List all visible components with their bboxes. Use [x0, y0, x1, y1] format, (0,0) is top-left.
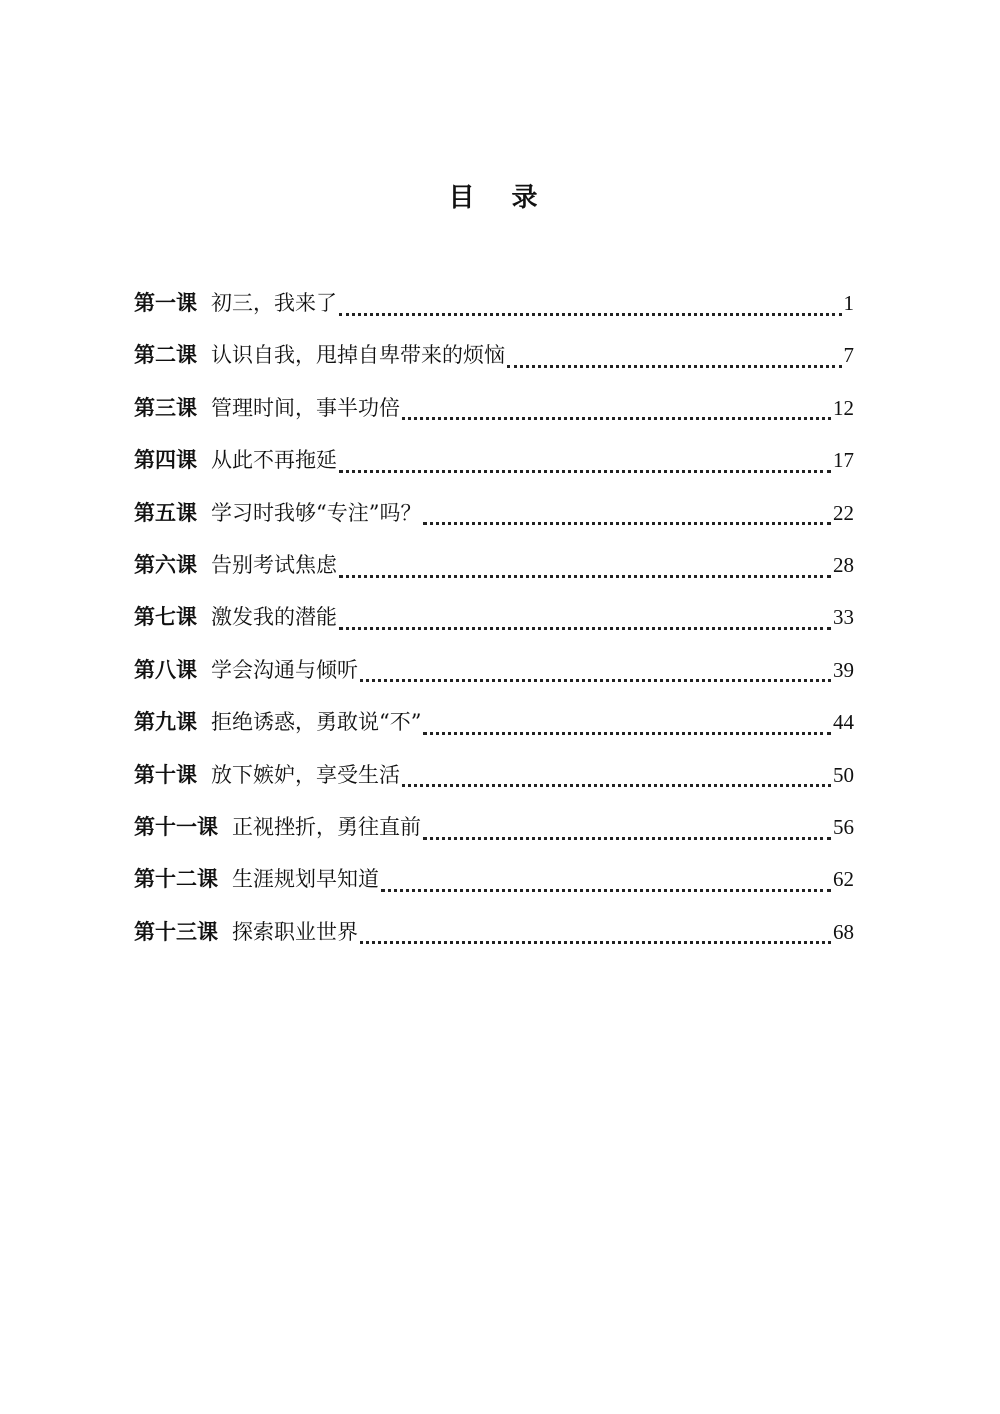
toc-entry[interactable]: [134, 649, 854, 701]
lesson-title: 生涯规划早知道: [232, 867, 379, 892]
lesson-number: 第二课: [134, 343, 197, 368]
lesson-title: 初三，我来了: [211, 291, 337, 315]
lesson-number: 第九课: [134, 710, 197, 735]
lesson-number: 第一课: [134, 291, 197, 315]
dot-leader: [507, 345, 842, 368]
page-number: 33: [833, 605, 854, 630]
toc-entry[interactable]: [134, 492, 854, 544]
lesson-number: 第十二课: [134, 867, 218, 892]
page-number: 17: [833, 448, 854, 473]
lesson-title: 正视挫折，勇往直前: [232, 814, 421, 839]
page-number: 50: [833, 762, 854, 787]
dot-leader: [402, 397, 831, 420]
toc-entry[interactable]: [134, 754, 854, 806]
lesson-number: 第十课: [134, 762, 197, 787]
toc-title: 目 录: [448, 183, 552, 213]
toc-entry[interactable]: [134, 596, 854, 648]
toc-list: [134, 282, 854, 963]
page-number: 56: [833, 814, 854, 839]
toc-entry[interactable]: [134, 858, 854, 910]
page-number: 39: [833, 657, 854, 682]
toc-entry[interactable]: [134, 334, 854, 386]
dot-leader: [339, 450, 831, 473]
lesson-title: 学会沟通与倾听: [211, 657, 358, 682]
page-number: 1: [843, 291, 854, 315]
lesson-title: 探索职业世界: [232, 919, 358, 944]
lesson-title: 认识自我，甩掉自卑带来的烦恼: [211, 343, 505, 368]
dot-leader: [402, 764, 831, 787]
lesson-number: 第八课: [134, 657, 197, 682]
dot-leader: [360, 921, 831, 944]
toc-entry[interactable]: [134, 387, 854, 439]
lesson-number: 第六课: [134, 552, 197, 577]
dot-leader: [423, 817, 831, 840]
lesson-number: 第五课: [134, 500, 197, 525]
toc-entry[interactable]: [134, 282, 854, 334]
dot-leader: [381, 869, 831, 892]
toc-entry[interactable]: [134, 439, 854, 491]
dot-leader: [339, 607, 831, 630]
dot-leader: [360, 659, 831, 682]
lesson-title: 拒绝诱惑，勇敢说“不”: [211, 710, 422, 735]
page-number: 12: [833, 395, 854, 420]
page-number: 68: [833, 919, 854, 944]
lesson-title: 激发我的潜能: [211, 605, 337, 630]
toc-entry[interactable]: [134, 701, 854, 753]
toc-entry[interactable]: [134, 911, 854, 963]
lesson-title: 从此不再拖延: [211, 448, 337, 473]
lesson-number: 第四课: [134, 448, 197, 473]
lesson-number: 第十三课: [134, 919, 218, 944]
page-number: 28: [833, 552, 854, 577]
dot-leader: [423, 712, 831, 735]
lesson-number: 第三课: [134, 395, 197, 420]
page-number: 7: [843, 343, 854, 368]
toc-entry[interactable]: [134, 806, 854, 858]
dot-leader: [339, 555, 831, 578]
dot-leader: [339, 293, 842, 316]
lesson-title: 告别考试焦虑: [211, 552, 337, 577]
lesson-title: 放下嫉妒，享受生活: [211, 762, 400, 787]
lesson-number: 第十一课: [134, 814, 218, 839]
dot-leader: [423, 502, 831, 525]
lesson-title: 学习时我够“专注”吗？: [211, 500, 422, 525]
lesson-title: 管理时间，事半功倍: [211, 395, 400, 420]
toc-entry[interactable]: [134, 544, 854, 596]
page-number: 62: [833, 867, 854, 892]
page-number: 44: [833, 710, 854, 735]
lesson-number: 第七课: [134, 605, 197, 630]
page-number: 22: [833, 500, 854, 525]
